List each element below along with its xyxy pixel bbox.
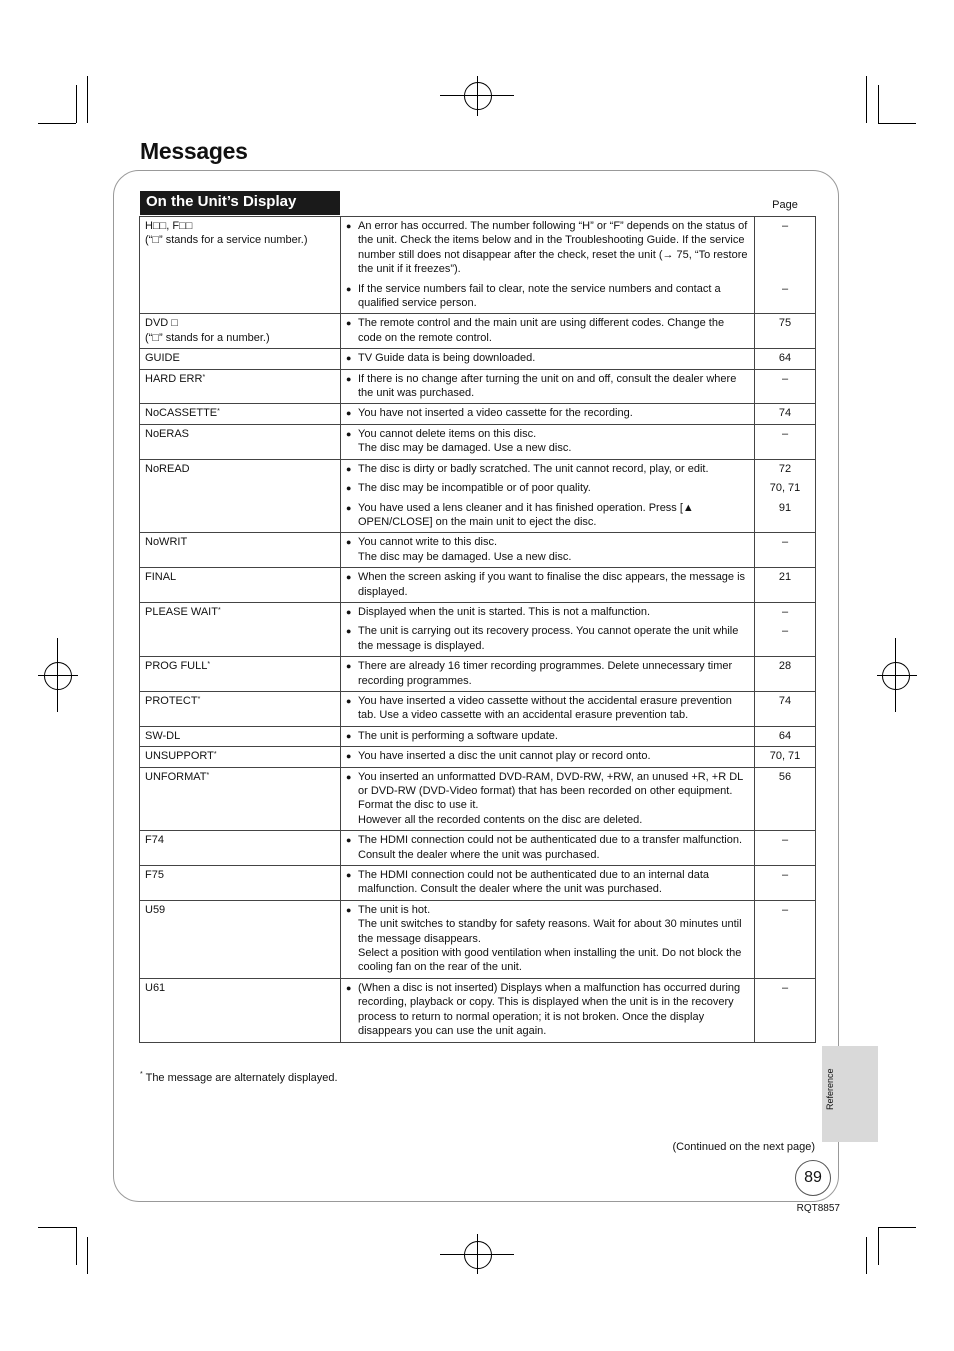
page-ref-cell bbox=[755, 602, 816, 656]
bullet-text: You cannot delete items on this disc. The disc may be damaged. Use a new disc. bbox=[358, 427, 572, 455]
bullet-item bbox=[346, 427, 749, 456]
description-cell bbox=[341, 217, 755, 314]
page-ref-cell bbox=[755, 349, 816, 369]
page-ref: – bbox=[781, 427, 789, 440]
bullet-text: The remote control and the main unit are using different codes. Change the code on the remote control. bbox=[358, 317, 725, 344]
message-cell bbox=[140, 424, 341, 459]
message-code: UNFORMAT bbox=[145, 770, 207, 783]
crop-mark bbox=[76, 1227, 77, 1265]
description-cell bbox=[341, 691, 755, 726]
bullet-text: If there is no change after turning the unit on and off, consult the dealer where the unit was purchased. bbox=[358, 372, 737, 400]
message-cell bbox=[140, 978, 341, 1042]
page-ref: – bbox=[781, 981, 789, 994]
page-ref: 70, 71 bbox=[769, 750, 801, 763]
table-row bbox=[140, 459, 816, 533]
page-ref: – bbox=[781, 903, 789, 916]
page-ref-cell bbox=[755, 369, 816, 404]
bullet-icon: ● bbox=[346, 904, 352, 915]
bullet-item bbox=[346, 501, 749, 530]
message-code: SW-DL bbox=[145, 729, 181, 742]
bullet-item bbox=[346, 624, 749, 653]
bullet-text: When the screen asking if you want to finalise the disc appears, the message is displayed. bbox=[358, 571, 746, 598]
bullet-text: The HDMI connection could not be authenticated due to a transfer malfunction. Consult the dealer where the unit was purchased. bbox=[358, 834, 743, 861]
description-cell bbox=[341, 424, 755, 459]
bullet-text: The unit is carrying out its recovery process. You cannot operate the unit while the message is displayed. bbox=[358, 625, 739, 652]
bullet-item bbox=[346, 372, 749, 401]
bullet-item bbox=[346, 729, 749, 743]
message-code: U59 bbox=[145, 903, 166, 916]
message-code: HARD ERR bbox=[145, 372, 203, 385]
bullet-item bbox=[346, 833, 749, 862]
page-number: 89 bbox=[795, 1160, 831, 1196]
registration-mark bbox=[877, 675, 917, 676]
bullet-icon: ● bbox=[346, 463, 352, 474]
page-ref: – bbox=[781, 220, 789, 232]
bullet-text: You have not inserted a video cassette for the recording. bbox=[358, 407, 633, 420]
bullet-text: Displayed when the unit is started. This is not a malfunction. bbox=[358, 605, 651, 618]
table-row bbox=[140, 900, 816, 978]
message-note: (“□” stands for a number.) bbox=[145, 331, 270, 344]
table-row bbox=[140, 747, 816, 767]
table-row bbox=[140, 767, 816, 831]
table-row bbox=[140, 314, 816, 349]
page-ref: 91 bbox=[778, 501, 792, 514]
bullet-icon: ● bbox=[346, 502, 352, 513]
message-code: F74 bbox=[145, 834, 164, 847]
page-ref-cell bbox=[755, 404, 816, 424]
bullet-icon: ● bbox=[346, 695, 352, 706]
bullet-icon: ● bbox=[346, 408, 352, 419]
page-ref: – bbox=[781, 605, 789, 618]
bullet-icon: ● bbox=[346, 606, 352, 617]
table-row bbox=[140, 657, 816, 692]
page-ref-cell bbox=[755, 217, 816, 314]
message-cell bbox=[140, 459, 341, 533]
description-cell bbox=[341, 747, 755, 767]
bullet-text: You have inserted a disc the unit cannot play or record onto. bbox=[358, 750, 651, 763]
bullet-item bbox=[346, 462, 749, 476]
footnote-marker: * bbox=[206, 771, 210, 779]
crop-mark bbox=[76, 85, 77, 123]
page-ref-cell bbox=[755, 424, 816, 459]
side-tab-label: Reference bbox=[825, 1068, 835, 1110]
description-cell bbox=[341, 404, 755, 424]
crop-mark bbox=[866, 76, 867, 123]
registration-mark bbox=[882, 662, 910, 690]
description-cell bbox=[341, 602, 755, 656]
page-ref-cell bbox=[755, 568, 816, 603]
registration-mark bbox=[477, 76, 478, 116]
bullet-item bbox=[346, 903, 749, 975]
page-ref: – bbox=[781, 372, 789, 385]
message-code: PROG FULL bbox=[145, 660, 208, 673]
registration-mark bbox=[477, 1234, 478, 1274]
description-cell bbox=[341, 349, 755, 369]
message-cell bbox=[140, 369, 341, 404]
crop-mark bbox=[878, 123, 916, 124]
bullet-text: An error has occurred. The number following “H” or “F” depends on the status of the unit. Check the items below and in the Troubleshooting Guide. If the service number still does not disappear after the check, reset the unit (→ 75, “To restore the unit if it freezes”). bbox=[358, 220, 748, 276]
footnote bbox=[140, 1072, 338, 1084]
message-code: H□□, F□□ bbox=[145, 220, 193, 232]
page-ref: 72 bbox=[778, 462, 792, 475]
crop-mark bbox=[878, 1227, 879, 1265]
message-cell bbox=[140, 533, 341, 568]
bullet-icon: ● bbox=[346, 626, 352, 637]
page-ref: – bbox=[781, 282, 789, 295]
table-row bbox=[140, 726, 816, 746]
table-row bbox=[140, 568, 816, 603]
description-cell bbox=[341, 568, 755, 603]
message-code: NoCASSETTE bbox=[145, 407, 218, 420]
registration-mark bbox=[44, 662, 72, 690]
bullet-text: There are already 16 timer recording programmes. Delete unnecessary timer recording programmes. bbox=[358, 660, 733, 687]
crop-mark bbox=[878, 1227, 916, 1228]
bullet-item bbox=[346, 351, 749, 365]
page-ref: 56 bbox=[778, 770, 792, 783]
continued-note: (Continued on the next page) bbox=[672, 1141, 815, 1153]
page-ref: – bbox=[781, 869, 789, 882]
registration-mark bbox=[895, 638, 896, 712]
bullet-text: The HDMI connection could not be authenticated due to an internal data malfunction. Consult the dealer where the unit was purchased. bbox=[358, 869, 710, 896]
crop-mark bbox=[878, 85, 879, 123]
table-row bbox=[140, 691, 816, 726]
bullet-item bbox=[346, 770, 749, 828]
crop-mark bbox=[38, 1227, 76, 1228]
footnote-marker: * bbox=[202, 373, 206, 381]
bullet-icon: ● bbox=[346, 318, 352, 329]
page-ref-cell bbox=[755, 747, 816, 767]
bullet-text: You inserted an unformatted DVD-RAM, DVD-RW, +RW, an unused +R, +R DL or DVD-RW (DVD-Video format) that has been recorded on other equipment. Format the disc to use it. However all the recorded contents on the disc are deleted. bbox=[358, 770, 743, 826]
footnote-marker: * bbox=[140, 1071, 143, 1078]
message-code: PLEASE WAIT bbox=[145, 605, 218, 618]
bullet-icon: ● bbox=[346, 870, 352, 881]
bullet-icon: ● bbox=[346, 428, 352, 439]
bullet-text: TV Guide data is being downloaded. bbox=[358, 352, 536, 365]
bullet-icon: ● bbox=[346, 537, 352, 548]
table-row bbox=[140, 404, 816, 424]
bullet-text: The unit is performing a software update. bbox=[358, 729, 558, 742]
page-column-label: Page bbox=[772, 199, 798, 211]
bullet-item bbox=[346, 605, 749, 619]
page-ref: 21 bbox=[778, 571, 792, 584]
table-row bbox=[140, 533, 816, 568]
footnote-marker: * bbox=[197, 695, 201, 703]
page-ref-cell bbox=[755, 866, 816, 901]
page-ref: – bbox=[781, 625, 789, 638]
bullet-item bbox=[346, 316, 749, 345]
bullet-text: (When a disc is not inserted) Displays when a malfunction has occurred during recording, playback or copy. This is displayed when the unit is in the recovery process to return to normal operation; it is not broken. Once the display disappears you can use the unit again. bbox=[358, 981, 741, 1038]
message-code: NoERAS bbox=[145, 427, 190, 440]
table-row bbox=[140, 349, 816, 369]
description-cell bbox=[341, 459, 755, 533]
bullet-text: The disc is dirty or badly scratched. The unit cannot record, play, or edit. bbox=[358, 462, 709, 475]
bullet-icon: ● bbox=[346, 353, 352, 364]
crop-mark bbox=[87, 76, 88, 123]
bullet-item bbox=[346, 981, 749, 1039]
page-ref: 75 bbox=[778, 317, 792, 330]
message-cell bbox=[140, 404, 341, 424]
page-ref-cell bbox=[755, 900, 816, 978]
bullet-icon: ● bbox=[346, 221, 352, 231]
page-ref: 64 bbox=[778, 352, 792, 365]
page-ref-cell bbox=[755, 691, 816, 726]
crop-mark bbox=[87, 1237, 88, 1274]
table-row bbox=[140, 217, 816, 314]
page-ref-cell bbox=[755, 459, 816, 533]
table-row bbox=[140, 866, 816, 901]
bullet-text: If the service numbers fail to clear, note the service numbers and contact a qualified service person. bbox=[358, 282, 721, 310]
messages-table bbox=[139, 216, 816, 1043]
message-cell bbox=[140, 691, 341, 726]
footnote-marker: * bbox=[207, 661, 211, 669]
message-cell bbox=[140, 726, 341, 746]
page-ref: – bbox=[781, 536, 789, 549]
page-ref-cell bbox=[755, 726, 816, 746]
page-ref-cell bbox=[755, 314, 816, 349]
bullet-item bbox=[346, 868, 749, 897]
message-code: U61 bbox=[145, 981, 166, 994]
message-code: GUIDE bbox=[145, 352, 180, 365]
bullet-item bbox=[346, 535, 749, 564]
bullet-icon: ● bbox=[346, 373, 352, 384]
message-cell bbox=[140, 747, 341, 767]
description-cell bbox=[341, 831, 755, 866]
message-code: F75 bbox=[145, 869, 164, 882]
bullet-item bbox=[346, 219, 749, 277]
message-code: UNSUPPORT bbox=[145, 750, 214, 763]
bullet-icon: ● bbox=[346, 661, 352, 672]
page-ref: 74 bbox=[778, 694, 792, 707]
description-cell bbox=[341, 657, 755, 692]
message-cell bbox=[140, 831, 341, 866]
message-cell bbox=[140, 349, 341, 369]
message-cell bbox=[140, 767, 341, 831]
crop-mark bbox=[866, 1237, 867, 1274]
page-title: Messages bbox=[140, 138, 248, 164]
message-cell bbox=[140, 900, 341, 978]
description-cell bbox=[341, 900, 755, 978]
bullet-text: The unit is hot. The unit switches to standby for safety reasons. Wait for about 30 minutes until the message disappears. Select a position with good ventilation when installing the unit. Do not block the cooling fan on the rear of the unit. bbox=[358, 903, 742, 974]
message-cell bbox=[140, 866, 341, 901]
footnote-marker: * bbox=[217, 408, 220, 416]
bullet-icon: ● bbox=[346, 982, 352, 993]
bullet-icon: ● bbox=[346, 771, 352, 782]
description-cell bbox=[341, 369, 755, 404]
table-row bbox=[140, 424, 816, 459]
page-ref-cell bbox=[755, 767, 816, 831]
page-ref-cell bbox=[755, 657, 816, 692]
page-ref: 28 bbox=[778, 660, 792, 673]
message-cell bbox=[140, 568, 341, 603]
registration-mark bbox=[38, 675, 78, 676]
description-cell bbox=[341, 533, 755, 568]
bullet-item bbox=[346, 749, 749, 763]
table-row bbox=[140, 602, 816, 656]
bullet-icon: ● bbox=[346, 751, 352, 762]
description-cell bbox=[341, 866, 755, 901]
bullet-text: You cannot write to this disc. The disc may be damaged. Use a new disc. bbox=[358, 536, 572, 563]
message-cell bbox=[140, 602, 341, 656]
message-cell bbox=[140, 314, 341, 349]
bullet-item bbox=[346, 282, 749, 311]
message-code: NoWRIT bbox=[145, 536, 188, 549]
bullet-item bbox=[346, 694, 749, 723]
message-code: DVD □ bbox=[145, 317, 178, 330]
section-title: On the Unit’s Display bbox=[140, 191, 340, 215]
description-cell bbox=[341, 726, 755, 746]
registration-mark bbox=[464, 1241, 492, 1269]
page-ref-cell bbox=[755, 978, 816, 1042]
registration-mark bbox=[464, 82, 492, 110]
page-ref: 64 bbox=[778, 729, 792, 742]
description-cell bbox=[341, 314, 755, 349]
page-ref-cell bbox=[755, 533, 816, 568]
bullet-text: You have used a lens cleaner and it has finished operation. Press [▲ OPEN/CLOSE] on the main unit to eject the disc. bbox=[358, 501, 694, 528]
footnote-marker: * bbox=[213, 751, 217, 759]
bullet-item bbox=[346, 481, 749, 495]
message-code: PROTECT bbox=[145, 694, 198, 707]
bullet-icon: ● bbox=[346, 835, 352, 846]
registration-mark bbox=[57, 638, 58, 712]
bullet-text: The disc may be incompatible or of poor quality. bbox=[358, 482, 591, 495]
table-row bbox=[140, 978, 816, 1042]
bullet-icon: ● bbox=[346, 283, 352, 294]
bullet-item bbox=[346, 659, 749, 688]
page-ref: 74 bbox=[778, 407, 792, 420]
bullet-icon: ● bbox=[346, 483, 352, 494]
description-cell bbox=[341, 767, 755, 831]
message-cell bbox=[140, 217, 341, 314]
message-note: (“□” stands for a service number.) bbox=[145, 234, 308, 247]
bullet-item bbox=[346, 406, 749, 420]
message-cell bbox=[140, 657, 341, 692]
page-ref-cell bbox=[755, 831, 816, 866]
footnote-marker: * bbox=[217, 606, 221, 614]
table-row bbox=[140, 831, 816, 866]
bullet-icon: ● bbox=[346, 730, 352, 741]
message-code: FINAL bbox=[145, 571, 177, 584]
document-code: RQT8857 bbox=[796, 1203, 840, 1214]
description-cell bbox=[341, 978, 755, 1042]
bullet-item bbox=[346, 570, 749, 599]
bullet-text: You have inserted a video cassette without the accidental erasure prevention tab. Use a video cassette with an accidental erasure prevention tab. bbox=[358, 694, 732, 722]
footnote-text: The message are alternately displayed. bbox=[145, 1072, 338, 1084]
bullet-icon: ● bbox=[346, 572, 352, 583]
page-ref: 70, 71 bbox=[769, 482, 801, 495]
message-code: NoREAD bbox=[145, 462, 190, 475]
table-row bbox=[140, 369, 816, 404]
crop-mark bbox=[38, 123, 76, 124]
page-ref: – bbox=[781, 834, 789, 847]
